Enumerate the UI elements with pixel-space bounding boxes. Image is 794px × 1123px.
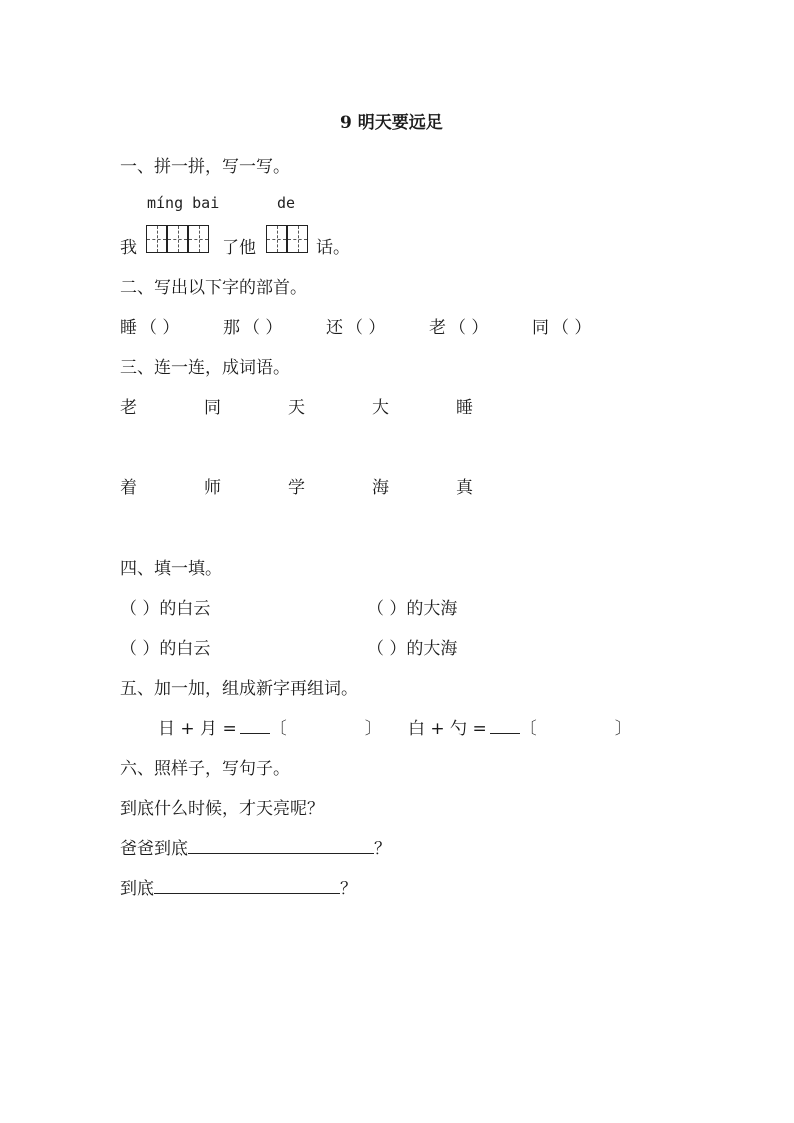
match-top-2[interactable]: 同 [204,398,221,418]
equation-1-text: 日 + 月 = [158,719,237,739]
match-bottom-2[interactable]: 师 [204,478,221,498]
equation-1-answer[interactable] [240,717,270,734]
example-sentence: 到底什么时候，才天亮呢？ [120,799,324,819]
sentence-line-1-prefix: 爸爸到底 [120,839,188,859]
sentence-line-2-qmark: ？ [340,879,357,899]
fill-row-2-left[interactable]: （ ）的白云 [120,639,211,659]
writing-box-4[interactable] [266,225,287,253]
radical-blank-3[interactable]: （ ） [346,318,386,338]
section-2-heading: 二、写出以下字的部首。 [120,278,307,298]
fill-row-1-left[interactable]: （ ）的白云 [120,599,211,619]
radical-item-1: 睡 [120,318,137,338]
pinyin-mingbai: míng bai [147,194,220,212]
radical-blank-1[interactable]: （ ） [140,318,180,338]
match-top-1[interactable]: 老 [120,398,137,418]
equation-2-text: 白 + 勺 = [408,719,487,739]
match-bottom-5[interactable]: 真 [456,478,473,498]
fill-row-1-right[interactable]: （ ）的大海 [367,599,458,619]
equation-2 [408,714,632,739]
radical-item-3: 还 [326,318,343,338]
sentence-line-2-blank[interactable] [154,877,340,894]
equation-1-close: 〕 [364,719,382,739]
writing-box-2[interactable] [167,225,188,253]
writing-box-3[interactable] [188,225,209,253]
writing-box-1[interactable] [146,225,167,253]
equation-1-open: 〔 [269,719,287,739]
match-bottom-3[interactable]: 学 [288,478,305,498]
sentence-line-1-blank[interactable] [188,837,374,854]
radical-item-2: 那 [223,318,240,338]
sentence-end: 话。 [316,238,350,258]
sentence-middle: 了他 [222,238,256,258]
sentence-line-1-qmark: ？ [374,839,391,859]
sentence-line-2-prefix: 到底 [120,879,154,899]
section-4-heading: 四、填一填。 [120,559,222,579]
match-top-3[interactable]: 天 [288,398,305,418]
equation-2-close: 〕 [614,719,632,739]
radical-item-5: 同 [532,318,549,338]
match-bottom-1[interactable]: 着 [120,478,137,498]
sentence-start: 我 [120,238,137,258]
page-title: 9 明天要远足 [340,113,443,133]
writing-box-5[interactable] [287,225,308,253]
section-3-heading: 三、连一连，成词语。 [120,358,290,378]
pinyin-de: de [277,194,296,212]
section-5-heading: 五、加一加，组成新字再组词。 [120,679,358,699]
match-top-4[interactable]: 大 [372,398,389,418]
section-6-heading: 六、照样子，写句子。 [120,759,290,779]
sentence-line-1 [120,834,391,859]
radical-item-4: 老 [429,318,446,338]
equation-2-answer[interactable] [490,717,520,734]
match-top-5[interactable]: 睡 [456,398,473,418]
radical-blank-4[interactable]: （ ） [449,318,489,338]
match-bottom-4[interactable]: 海 [372,478,389,498]
radical-blank-2[interactable]: （ ） [243,318,283,338]
section-1-heading: 一、拼一拼，写一写。 [120,157,290,177]
sentence-line-2 [120,874,357,899]
equation-1 [158,714,382,739]
fill-row-2-right[interactable]: （ ）的大海 [367,639,458,659]
radical-blank-5[interactable]: （ ） [552,318,592,338]
equation-2-open: 〔 [519,719,537,739]
